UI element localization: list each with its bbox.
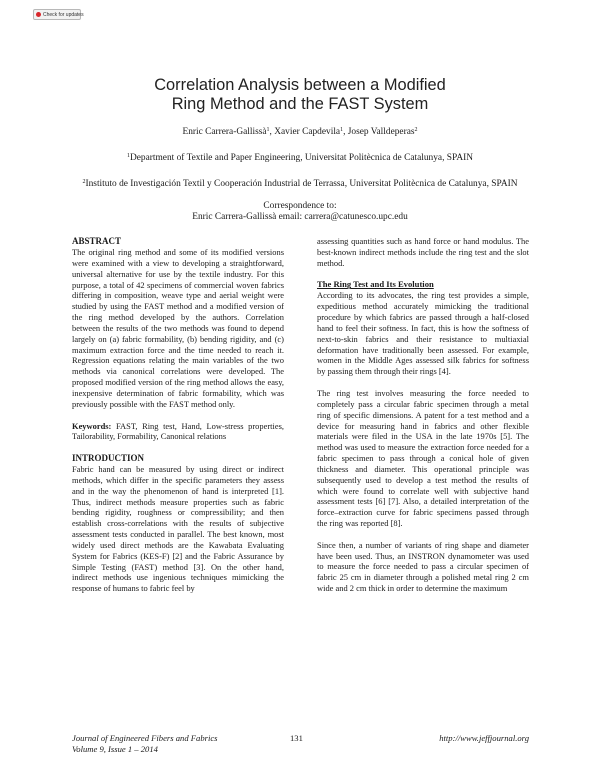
- paragraph-1: According to its advocates, the ring test provides a simple, expeditious method accurately mimicking the traditional procedure by which fabrics are passed through a half-closed hand to feel their softness. In fact, this is how the softness of next-to-skin fabrics and their resistance to multiaxial deformation have traditionally been assessed. For example, women in the Middle Ages assessed silk fabrics for softness by passing them through their rings [4].: [317, 290, 529, 377]
- crossmark-icon: [36, 12, 41, 17]
- author-1: Enric Carrera-Gallissà: [182, 127, 267, 137]
- check-for-updates-badge[interactable]: [33, 9, 84, 20]
- affiliation-1: $^1$Department of Textile and Paper Engineering, Universitat Politècnica de Catalunya, SPAIN: [126, 153, 473, 163]
- abstract-text: The original ring method and some of its modified versions were examined with a view to developing a straightforward, universal alternative for use by the textile industry. For this purpose, a total of 42 specimens of commercial woven fabrics differing in composition, weave type and aerial weight were studied by using the FAST method and a modified version of the ring method developed by the authors. Correlation between the results of the two methods was found to depend largely on (a) fabric formability, (b) bending rigidity, and (c) maximum extraction force and the time needed to reach it. Regression equations relating the main variables of the two methods via canonical correlations were developed. The proposed modified version of the ring method allows the easy, inexpensive determination of fabric formability, which was previously possible with the FAST method only.: [72, 247, 284, 409]
- journal-url[interactable]: http://www.jeffjournal.org: [439, 733, 529, 743]
- affiliation-2: $^2$Instituto de Investigación Textil y Cooperación Industrial de Terrassa, Universitat Politècnica de Catalunya, SPAIN: [82, 179, 518, 189]
- page-title: [0, 76, 600, 114]
- title-line-2: Ring Method and the FAST System: [171, 95, 429, 113]
- introduction-text: Fabric hand can be measured by using direct or indirect methods, which differ in the specific parameters they assess and in the way the phenomenon of hand is interpreted [1]. Thus, indirect methods measure properties such as fabric bending rigidity, roughness or compressibility; and then establish cross-correlations with the results of subjective assessment tests conducted in parallel. The best known, most widely used direct methods are the Kawabata Evaluating System for Fabrics (KES-F) [2] and the Fabric Assurance by Simple Testing (FAST) method [3]. On the other hand, indirect methods use ingenious techniques mimicking the response of humans to fabric feel by: [72, 464, 284, 594]
- paragraph-continued: assessing quantities such as hand force or hand modulus. The best-known indirect methods include the ring test and the slot method.: [317, 236, 529, 268]
- right-column: [317, 236, 529, 594]
- keywords: Keywords: FAST, Ring test, Hand, Low-stress properties, Tailorability, Formability, Canonical relations: [72, 420, 284, 442]
- ring-test-heading: The Ring Test and Its Evolution: [317, 279, 434, 290]
- correspondence-label: Correspondence to:: [263, 201, 337, 211]
- paragraph-3: Since then, a number of variants of ring shape and diameter have been used. Thus, an INSTRON dynamometer was used to measure the force needed to pass a circular specimen of fabric 25 cm in diameter through a polished metal ring 2 cm wide and 2 cm thick in order to determine the maximum: [317, 539, 529, 594]
- author-2: , Xavier Capdevila: [269, 127, 341, 137]
- badge-label: Check for updates: [43, 11, 84, 18]
- paragraph-2: The ring test involves measuring the force needed to completely pass a circular fabric specimen through a metal ring of specific dimensions. A patent for a test method and a device for measuring hand in fabrics and other flexible materials were filed in the USA in the late 1970s [5]. The method was used to measure the extraction force needed for a fabric specimen to pass through a conical hole of given thickness and diameter. This operational principle was subsequently used to develop a test method the results of which were found to correlate well with subjective hand assessment tests [6] [7]. Also, a detailed interpretation of the force–extraction curve for fabric specimens passed through the ring was reported [8].: [317, 387, 529, 529]
- abstract-heading: ABSTRACT: [72, 236, 122, 246]
- author-3: , Josep Valldeperas: [343, 127, 415, 137]
- introduction-heading: INTRODUCTION: [72, 453, 145, 464]
- title-line-1: Correlation Analysis between a Modified: [154, 76, 446, 94]
- footer-journal: Journal of Engineered Fibers and Fabrics Volume 9, Issue 1 – 2014: [72, 733, 218, 754]
- correspondence-email: Enric Carrera-Gallissà email: carrera@catunesco.upc.edu: [192, 212, 408, 222]
- left-column: [72, 236, 284, 594]
- page-number: 131: [290, 733, 303, 743]
- author-list: Enric Carrera-Gallissà$^1$, Xavier Capdevila$^1$, Josep Valldeperas$^2$: [182, 127, 418, 137]
